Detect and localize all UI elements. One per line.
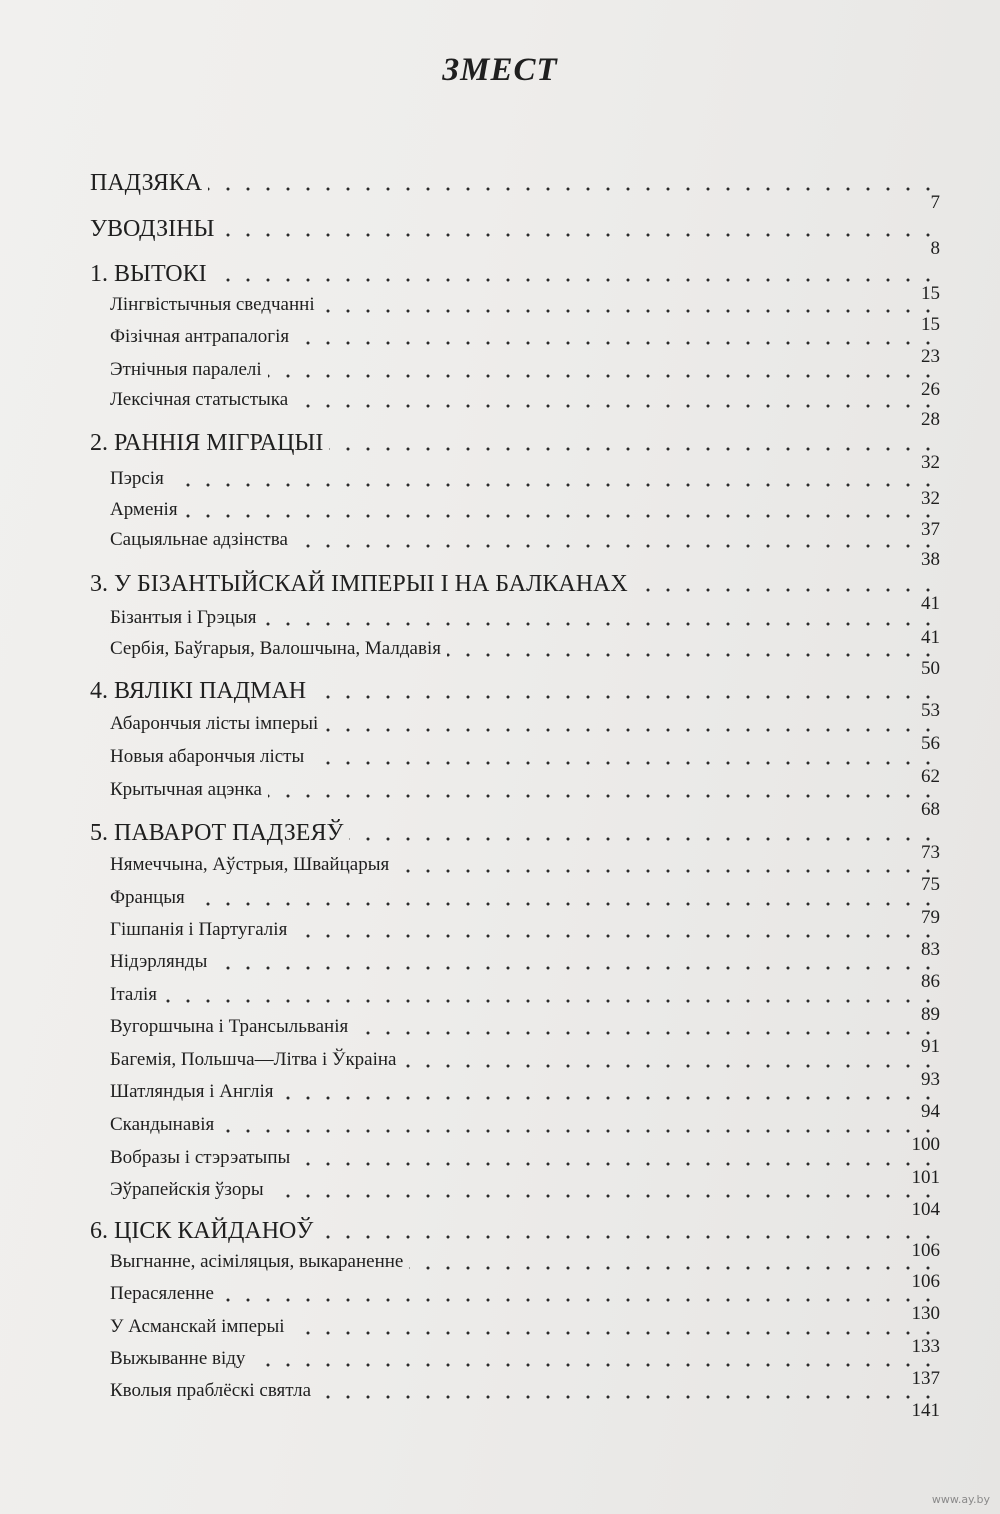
toc-entry-label: Арменія [110, 499, 178, 520]
dot-leader [163, 999, 938, 1003]
toc-section-entry [0, 519, 1000, 570]
toc-entry-label: Кволыя праблёскі святла [110, 1380, 312, 1401]
dot-leader [296, 1162, 938, 1166]
toc-section-entry [0, 977, 1000, 1025]
toc-entry-label: Нямеччына, Аўстрыя, Швайцарыя [110, 854, 390, 875]
toc-page-number: 133 [911, 1336, 940, 1357]
toc-entry-label: Эўрапейскія ўзоры [110, 1179, 264, 1200]
toc-entry-label: Багемія, Польшча—Літва і Ўкраіна [110, 1049, 397, 1070]
toc-section-entry [0, 847, 1000, 895]
toc-entry-label: Перасяленне [110, 1283, 214, 1304]
toc-section-entry [0, 1042, 1000, 1090]
toc-page-number: 93 [921, 1069, 940, 1090]
dot-leader [220, 1298, 938, 1302]
toc-page-number: 41 [921, 593, 940, 614]
toc-entry-label: Этнічныя паралелі [110, 359, 262, 380]
toc-section-entry [0, 600, 1000, 648]
dot-leader [268, 794, 938, 798]
toc-entry-label: Сацыяльнае адзінства [110, 529, 288, 550]
toc-entry-label: Шатляндыя і Англія [110, 1081, 274, 1102]
dot-leader [220, 1129, 938, 1133]
toc-page-number: 104 [911, 1199, 940, 1220]
toc-section-entry [0, 1140, 1000, 1188]
toc-entry-label: Новыя абарончыя лісты [110, 746, 305, 767]
toc-page-number: 141 [911, 1400, 940, 1421]
toc-entry-label: Выжыванне віду [110, 1348, 246, 1369]
toc-chapter-entry [0, 566, 1000, 614]
toc-entry-label: Францыя [110, 887, 185, 908]
toc-section-entry [0, 631, 1000, 679]
toc-entry-label: Выгнанне, асіміляцыя, выкараненне [110, 1251, 404, 1272]
toc-page-number: 38 [921, 549, 940, 570]
toc-section-entry [0, 772, 1000, 820]
toc-entry-label: 2. РАННІЯ МІГРАЦЫІ [90, 430, 324, 456]
toc-chapter-entry [0, 673, 1000, 721]
toc-entry-label: 5. ПАВАРОТ ПАДЗЕЯЎ [90, 820, 344, 846]
watermark: www.ay.by [931, 1493, 990, 1506]
dot-leader [295, 341, 938, 345]
toc-page-number: 62 [921, 766, 940, 787]
toc-page-number: 101 [911, 1167, 940, 1188]
toc-page-number: 28 [921, 409, 940, 430]
toc-section-entry [0, 319, 1000, 367]
toc-page-number: 130 [911, 1303, 940, 1324]
toc-entry-label: ПАДЗЯКА [90, 170, 203, 196]
dot-leader [191, 902, 938, 906]
toc-chapter-entry [0, 1213, 1000, 1261]
dot-leader [324, 728, 938, 732]
toc-section-entry [0, 379, 1000, 430]
toc-section-entry [0, 880, 1000, 928]
toc-section-entry [0, 287, 1000, 335]
toc-entry-label: Лексічная статыстыка [110, 389, 289, 410]
toc-entry-label: Бізантыя і Грэцыя [110, 607, 257, 628]
toc-entry-label: Пэрсія [110, 468, 164, 489]
toc-chapter-entry [0, 425, 1000, 473]
dot-leader [208, 187, 938, 191]
toc-entry-label: Абарончыя лісты імперыі [110, 713, 319, 734]
toc-entry-label: 1. ВЫТОКІ [90, 261, 207, 287]
toc-page-number: 75 [921, 874, 940, 895]
dot-leader [409, 1266, 938, 1270]
dot-leader [294, 544, 938, 548]
toc-page-number: 106 [911, 1271, 940, 1292]
dot-leader [395, 869, 938, 873]
toc-page-number: 8 [930, 238, 940, 259]
dot-leader [319, 1235, 938, 1239]
toc-page-number: 26 [921, 379, 940, 400]
toc-section-entry [0, 1373, 1000, 1421]
toc-page-number: 137 [911, 1368, 940, 1389]
dot-leader [170, 483, 938, 487]
toc-section-entry [0, 1341, 1000, 1389]
toc-entry-label: Крытычная ацэнка [110, 779, 262, 800]
toc-page-number: 94 [921, 1101, 940, 1122]
dot-leader [310, 761, 938, 765]
toc-section-entry [0, 1244, 1000, 1292]
toc-section-entry [0, 1107, 1000, 1155]
toc-section-entry [0, 1309, 1000, 1357]
toc-section-entry [0, 1009, 1000, 1057]
toc-entry-label: Вугоршчына і Трансыльванія [110, 1016, 349, 1037]
toc-entry-label: Італія [110, 984, 157, 1005]
dot-leader [317, 1395, 938, 1399]
dot-leader [447, 653, 938, 657]
toc-section-entry [0, 461, 1000, 509]
toc-section-entry [0, 944, 1000, 992]
toc-page-number: 73 [921, 842, 940, 863]
toc-page-number: 50 [921, 658, 940, 679]
toc-page-number: 79 [921, 907, 940, 928]
dot-leader [268, 374, 938, 378]
toc-entry-label: 3. У БІЗАНТЫЙСКАЙ ІМПЕРЫІ І НА БАЛКАНАХ [90, 571, 628, 597]
toc-chapter-entry [0, 815, 1000, 863]
dot-leader [312, 695, 938, 699]
toc-page-number: 106 [911, 1240, 940, 1261]
toc-page-number: 91 [921, 1036, 940, 1057]
toc-page-number: 23 [921, 346, 940, 367]
toc-page-number: 7 [930, 192, 940, 213]
toc-entry-label: 6. ЦІСК КАЙДАНОЎ [90, 1218, 314, 1244]
toc-entry-label: УВОДЗІНЫ [90, 216, 215, 242]
dot-leader [270, 1194, 938, 1198]
dot-leader [294, 404, 938, 408]
toc-page-number: 86 [921, 971, 940, 992]
toc-page-number: 100 [911, 1134, 940, 1155]
toc-section-entry [0, 1172, 1000, 1220]
toc-chapter-entry [0, 211, 1000, 259]
dot-leader [329, 447, 938, 451]
toc-entry-label: Нідэрлянды [110, 951, 208, 972]
toc-section-entry [0, 1074, 1000, 1122]
dot-leader [213, 966, 938, 970]
toc-entry-label: Вобразы і стэрэатыпы [110, 1147, 291, 1168]
toc-section-entry [0, 1276, 1000, 1324]
dot-leader [354, 1031, 938, 1035]
dot-leader [184, 514, 938, 518]
toc-page-number: 15 [921, 314, 940, 335]
toc-page-number: 56 [921, 733, 940, 754]
toc-page-number: 89 [921, 1004, 940, 1025]
dot-leader [280, 1096, 938, 1100]
toc-page-number: 37 [921, 519, 940, 540]
toc-page-number: 32 [921, 452, 940, 473]
dot-leader [321, 309, 938, 313]
dot-leader [293, 934, 938, 938]
toc-chapter-entry [0, 165, 1000, 213]
toc-entry-label: Лінгвістычныя сведчанні [110, 294, 315, 315]
toc-section-entry [0, 739, 1000, 787]
dot-leader [213, 278, 938, 282]
toc-entry-label: 4. ВЯЛІКІ ПАДМАН [90, 678, 307, 704]
toc-section-entry [0, 912, 1000, 960]
dot-leader [403, 1064, 938, 1068]
toc-page-number: 53 [921, 700, 940, 721]
toc-entry-label: У Асманскай імперыі [110, 1316, 285, 1337]
toc-entry-label: Сербія, Баўгарыя, Валошчына, Малдавія [110, 638, 441, 659]
dot-leader [349, 837, 938, 841]
toc-page-number: 32 [921, 488, 940, 509]
dot-leader [251, 1363, 938, 1367]
toc-chapter-entry [0, 256, 1000, 304]
toc-entry-label: Гішпанія і Партугалія [110, 919, 288, 940]
dot-leader [291, 1331, 938, 1335]
toc-page-number: 83 [921, 939, 940, 960]
toc-entry-label: Фізічная антрапалогія [110, 326, 290, 347]
dot-leader [634, 588, 938, 592]
page-title: ЗМЕСТ [442, 52, 558, 88]
toc-page-number: 15 [921, 283, 940, 304]
toc-page-number: 41 [921, 627, 940, 648]
toc-entry-label: Скандынавія [110, 1114, 215, 1135]
toc-page-number: 68 [921, 799, 940, 820]
dot-leader [262, 622, 938, 626]
toc-section-entry [0, 706, 1000, 754]
dot-leader [220, 233, 938, 237]
